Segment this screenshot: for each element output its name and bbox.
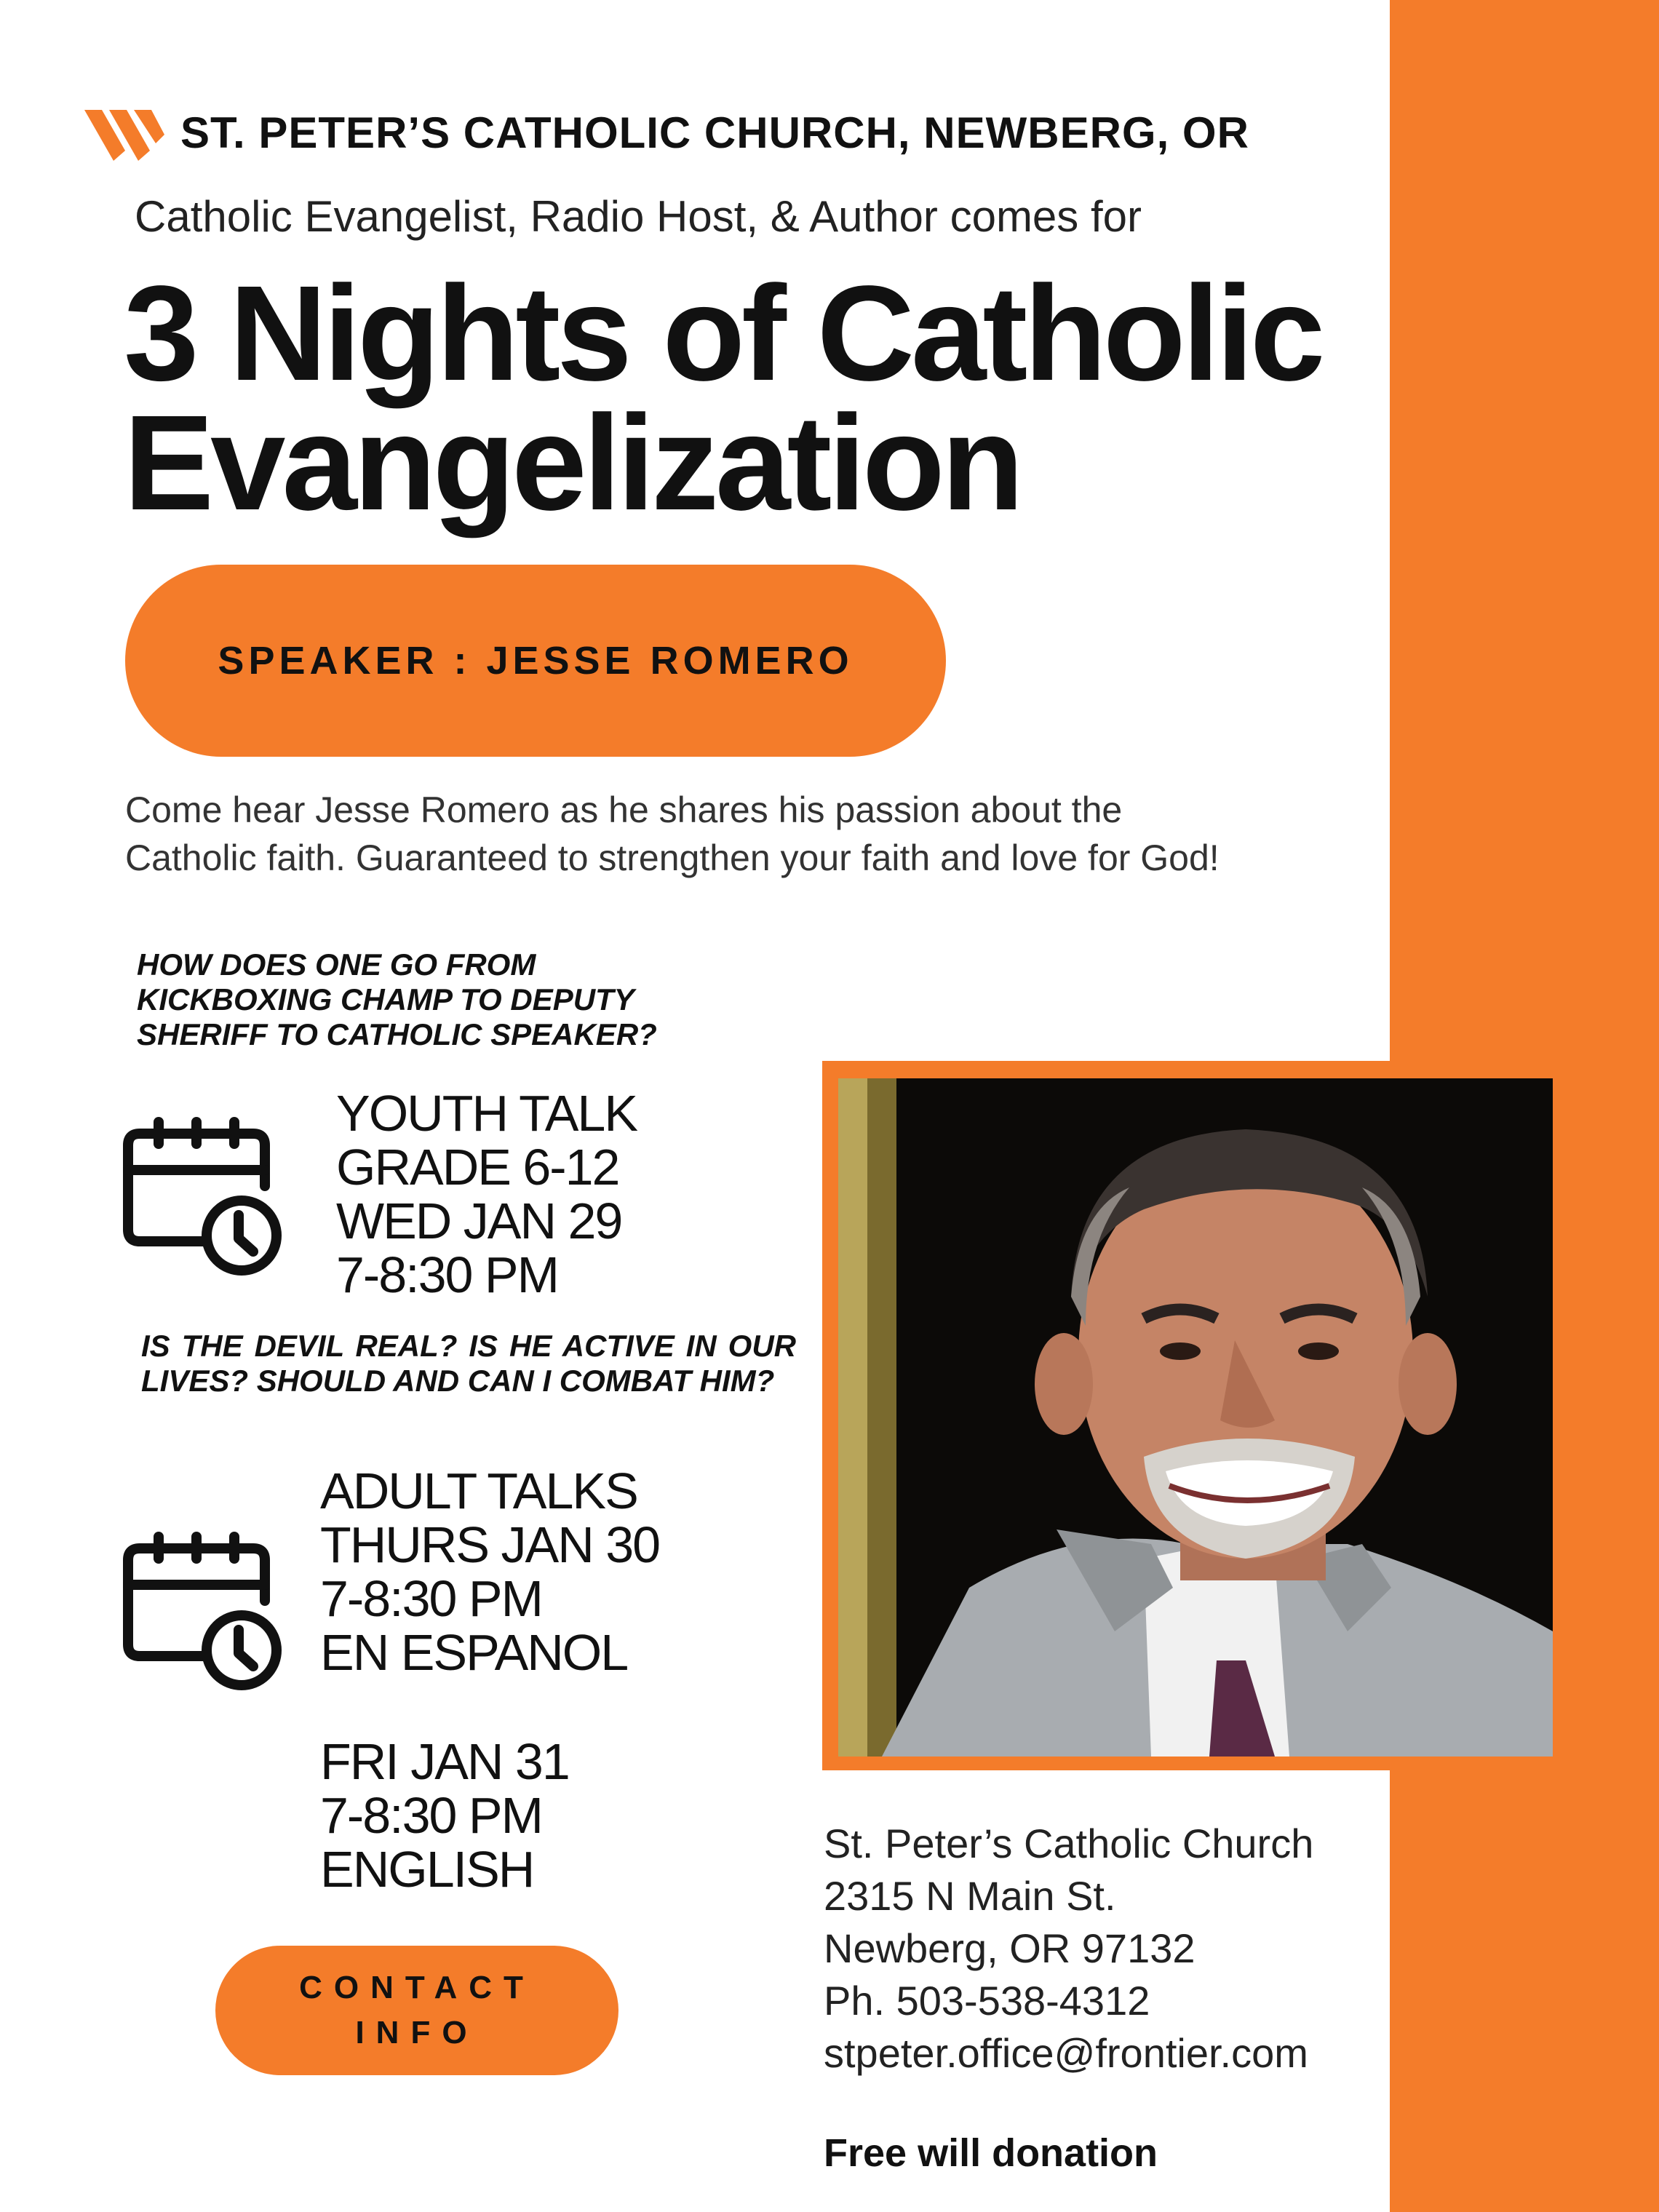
youth-event-date: WED JAN 29 [336, 1193, 622, 1249]
adult-event-language: EN ESPANOL [320, 1624, 628, 1681]
subtitle: Catholic Evangelist, Radio Host, & Author comes for [135, 192, 1142, 241]
question-1 [137, 947, 792, 1052]
youth-event-grade: GRADE 6-12 [336, 1139, 619, 1195]
speaker-photo [838, 1078, 1553, 1757]
adult-event [320, 1464, 659, 1679]
title-line-2: Evangelization [124, 388, 1021, 538]
intro-line-1: Come hear Jesse Romero as he shares his passion about the [125, 789, 1123, 830]
address-email: stpeter.office@frontier.com [824, 2030, 1308, 2076]
question-1-line-1: HOW DOES ONE GO FROM [137, 947, 536, 982]
youth-event-time: 7-8:30 PM [336, 1246, 558, 1303]
contact-info-line-1: CONTACT [299, 1970, 535, 2005]
donation-note: Free will donation [824, 2131, 1158, 2175]
address-city: Newberg, OR 97132 [824, 1925, 1195, 1971]
adult-event-time: 7-8:30 PM [320, 1570, 542, 1627]
adult-event-date: THURS JAN 30 [320, 1516, 660, 1573]
church-title: ST. PETER’S CATHOLIC CHURCH, NEWBERG, OR [180, 108, 1249, 157]
contact-info-label [299, 1965, 535, 2056]
friday-event-date: FRI JAN 31 [320, 1733, 569, 1790]
logo-mark-icon [80, 106, 167, 164]
youth-event [336, 1086, 637, 1302]
friday-event-time: 7-8:30 PM [320, 1787, 542, 1844]
address-name: St. Peter’s Catholic Church [824, 1821, 1314, 1866]
speaker-label: SPEAKER : JESSE ROMERO [218, 639, 854, 683]
intro-line-2: Catholic faith. Guaranteed to strengthen your faith and love for God! [125, 838, 1220, 878]
question-1-line-3: SHERIFF TO CATHOLIC SPEAKER? [137, 1017, 657, 1051]
friday-event-language: ENGLISH [320, 1841, 534, 1898]
page-title [124, 258, 1322, 538]
calendar-clock-icon [118, 1528, 285, 1695]
youth-event-title: YOUTH TALK [336, 1085, 637, 1142]
address-street: 2315 N Main St. [824, 1873, 1116, 1919]
title-line-1: 3 Nights of Catholic [124, 258, 1322, 409]
question-1-line-2: KICKBOXING CHAMP TO DEPUTY [137, 982, 634, 1017]
friday-event [320, 1735, 569, 1896]
contact-info-line-2: INFO [355, 2015, 479, 2050]
calendar-clock-icon [118, 1113, 285, 1281]
adult-event-title: ADULT TALKS [320, 1463, 637, 1519]
church-address [824, 1818, 1313, 2080]
contact-info-button[interactable] [215, 1946, 618, 2075]
speaker-banner [125, 565, 946, 757]
address-phone: Ph. 503-538-4312 [824, 1978, 1150, 2024]
question-2: IS THE DEVIL REAL? IS HE ACTIVE IN OUR LIVES? SHOULD AND CAN I COMBAT HIM? [141, 1329, 796, 1398]
intro-text [125, 786, 1220, 882]
